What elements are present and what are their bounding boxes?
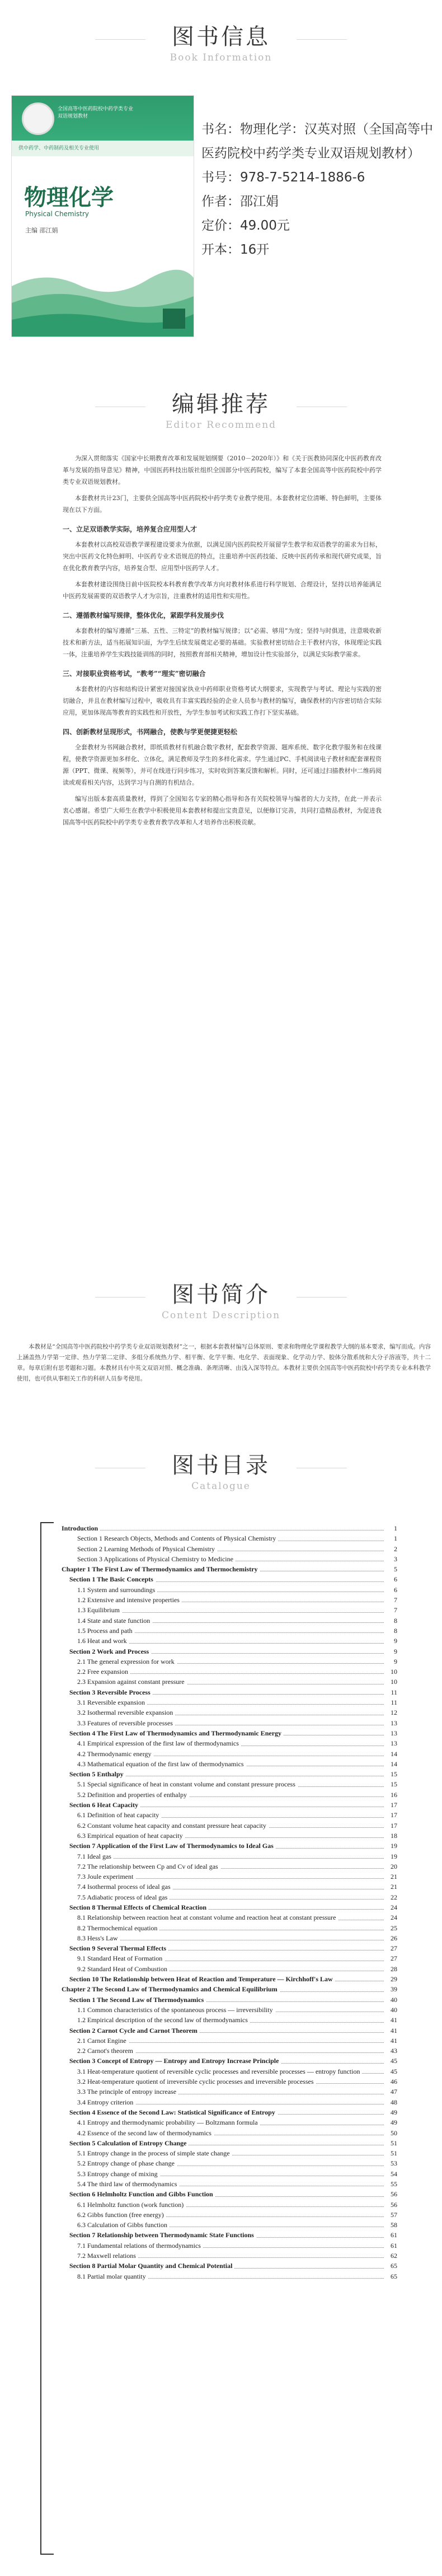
toc-label: 3.1 Heat-temperature quotient of reversible cyclic processes and reversible processes — entropy function <box>77 2066 362 2076</box>
toc-entry <box>62 1749 397 1759</box>
toc-page-number: 1 <box>386 1533 397 1543</box>
recommend-body <box>63 452 382 833</box>
toc-label: 4.1 Empirical expression of the first law of thermodynamics <box>77 1738 241 1748</box>
toc-label: 7.2 Maxwell relations <box>77 2251 138 2261</box>
toc-label: 8.3 Hess's Law <box>77 1933 120 1943</box>
toc-entry <box>62 2189 397 2199</box>
paragraph: 全套教材为书网融合教材，即纸质教材有机融合数字教材，配套教学资源、题库系统、数字化教学服务和在线课程，使教学资源更加多样化、立体化，满足教师及学生的多样化需求。学生通过PC、手机阅读电子教材和配套课程资源（PPT、微课、视频等），并可在线进行同步练习，实时收到答案反馈和解析。同时，还可通过扫描教材中二维码阅读或观看相关内容，达到学习与自测的有机结合。 <box>63 744 382 786</box>
toc-page-number: 58 <box>386 2220 397 2230</box>
cover-landscape-icon <box>12 247 194 337</box>
toc-entry <box>62 1851 397 1861</box>
toc-entry <box>62 1533 397 1543</box>
toc-entry <box>62 1759 397 1769</box>
toc-page-number: 6 <box>386 1574 397 1584</box>
toc-entry <box>62 1943 397 1953</box>
toc-label: 7.5 Adiabatic process of ideal gas <box>77 1892 170 1902</box>
toc-entry <box>62 1923 397 1933</box>
toc-label: Section 9 Several Thermal Effects <box>69 1943 168 1953</box>
toc-page-number: 13 <box>386 1738 397 1748</box>
toc-label: 3.3 Features of reversible processes <box>77 1718 175 1728</box>
paragraph: 本套教材的内容和结构设计紧密对接国家执业中药师职业资格考试大纲要求，实现教学与考试、理论与实践的密切融合，并且在教材编写过程中，吸收具有丰富实践经验的企业人员参与教材的编写，确保教材的内容密切结合实际应用，更加体现高等教育的实践性和开放性，为学生参加考试和实践工作打下坚实基础。 <box>63 685 382 716</box>
toc-label: 5.2 Entropy change of phase change <box>77 2158 177 2168</box>
toc-page-number: 10 <box>386 1677 397 1687</box>
toc-label: 7.1 Fundamental relations of thermodynamics <box>77 2241 203 2251</box>
toc-entry <box>62 1902 397 1912</box>
toc-label: Section 3 Applications of Physical Chemistry to Medicine <box>77 1554 236 1564</box>
toc-page-number: 27 <box>386 1943 397 1953</box>
toc-entry <box>62 2026 397 2036</box>
toc-entry <box>62 2230 397 2240</box>
toc-label: 6.3 Empirical equation of heat capacity <box>77 1831 185 1841</box>
toc-page-number: 3 <box>386 1554 397 1564</box>
toc-page-number: 51 <box>386 2148 397 2158</box>
toc-entry <box>62 1544 397 1554</box>
toc-label: Section 5 Calculation of Entropy Change <box>69 2138 189 2148</box>
toc-label: 4.2 Essence of the second law of thermodynamics <box>77 2128 214 2138</box>
toc-page-number: 61 <box>386 2241 397 2251</box>
toc-page-number: 7 <box>386 1595 397 1605</box>
section-header-intro <box>0 1277 442 1321</box>
section-header-catalogue <box>0 1448 442 1492</box>
toc-page-number: 15 <box>386 1769 397 1779</box>
toc-label: 6.1 Definition of heat capacity <box>77 1810 161 1820</box>
toc-entry <box>62 2271 397 2281</box>
toc-entry <box>62 2076 397 2087</box>
toc-page-number: 8 <box>386 1616 397 1626</box>
toc-page-number: 45 <box>386 2056 397 2066</box>
book-isbn: 书号：978-7-5214-1886-6 <box>201 170 365 185</box>
toc-entry <box>62 1595 397 1605</box>
toc-page-number: 57 <box>386 2210 397 2220</box>
toc-page-number: 9 <box>386 1656 397 1667</box>
intro-body: 本教材是“全国高等中医药院校中药学类专业双语规划教材”之一，根据本套教材编写总体原则、要求和物理化学课程教学大纲的基本要求，编写而成。内容上涵盖热力学第一定律、热力学第二定律、多组分系统热力学、相平衡、化学平衡、电化学、表面现象、化学动力学、胶体分散系统和大分子溶液等，共十二章。每章后附有思考题和习题。本教材具有中英文双语对照、概念准确、条理清晰、由浅入深等特点。本教材主要供全国高等中医药院校中药学类专业本科教学使用，也可供从事相关工作的科研人员参考使用。 <box>17 1343 431 1382</box>
section-title: 图书信息 <box>172 24 270 50</box>
toc-label: 7.1 Ideal gas <box>77 1851 114 1861</box>
toc-entry <box>62 1523 397 1533</box>
toc-page-number: 62 <box>386 2251 397 2261</box>
toc-entry <box>62 2169 397 2179</box>
toc-entry <box>62 1974 397 1984</box>
toc-page-number: 24 <box>386 1902 397 1912</box>
book-format: 开本：16开 <box>201 242 270 257</box>
section-subtitle: Editor Recommend <box>165 419 277 431</box>
toc-entry <box>62 1687 397 1697</box>
toc-label: 8.1 Partial molar quantity <box>77 2271 148 2281</box>
paragraph: 本套教材共计23门，主要供全国高等中医药院校中药学类专业教学使用。本套教材定位清晰、特色鲜明，主要体现在以下方面。 <box>63 494 382 514</box>
toc-label: 1.6 Heat and work <box>77 1636 129 1646</box>
cover-author: 主编 邵江娟 <box>25 227 58 234</box>
toc-page-number: 26 <box>386 1933 397 1943</box>
toc-page-number: 18 <box>386 1831 397 1841</box>
toc-entry <box>62 2015 397 2025</box>
toc-entry <box>62 1677 397 1687</box>
toc-label: Section 8 Partial Molar Quantity and Chemical Potential <box>69 2261 234 2271</box>
toc-label: 7.4 Isothermal process of ideal gas <box>77 1882 173 1892</box>
cover-subtitle: Physical Chemistry <box>25 210 90 218</box>
toc-page-number: 28 <box>386 1964 397 1974</box>
toc-label: Section 3 Reversible Process <box>69 1687 153 1697</box>
toc-page-number: 41 <box>386 2026 397 2036</box>
toc-label: Chapter 2 The Second Law of Thermodynamics and Chemical Equilibrium <box>62 1984 280 1994</box>
toc-label: 4.1 Entropy and thermodynamic probability — Boltzmann formula <box>77 2117 260 2127</box>
toc-entry <box>62 1646 397 1656</box>
toc-page-number: 6 <box>386 1585 397 1595</box>
toc-page-number: 10 <box>386 1667 397 1677</box>
toc-entry <box>62 2066 397 2076</box>
toc-entry <box>62 2107 397 2117</box>
toc-entry <box>62 1697 397 1707</box>
toc-label: 3.2 Heat-temperature quotient of irreversible cyclic processes and irreversible processes <box>77 2076 316 2087</box>
toc-entry <box>62 2056 397 2066</box>
toc-label: 2.1 The general expression for work <box>77 1656 177 1667</box>
toc-label: 3.2 Isothermal reversible expansion <box>77 1707 175 1718</box>
toc-entry <box>62 1882 397 1892</box>
toc-entry <box>62 2097 397 2107</box>
toc-page-number: 14 <box>386 1759 397 1769</box>
toc-label: 4.3 Mathematical equation of the first law of thermodynamics <box>77 1759 246 1769</box>
toc-label: 5.3 Entropy change of mixing <box>77 2169 160 2179</box>
toc-label: Section 6 Helmholtz Function and Gibbs Function <box>69 2189 215 2199</box>
toc-label: Section 7 Relationship between Thermodynamic State Functions <box>69 2230 256 2240</box>
toc-entry <box>62 1933 397 1943</box>
toc-page-number: 61 <box>386 2230 397 2240</box>
toc-label: Section 8 Thermal Effects of Chemical Reaction <box>69 1902 209 1912</box>
paragraph: 本套教材建设围绕目前中医院校本科教育教学改革方向对教材体系进行科学规划、合理设计，坚持以培养能满足中医药发展需要的双语教学人才为宗旨，注重教材的适用性和实用性。 <box>63 581 382 600</box>
paragraph: 编写出版本套高质量教材，得到了全国知名专家的精心指导和各有关院校领导与编者的大力支持，在此一并表示衷心感谢。希望广大师生在教学中积极使用本套教材和提出宝贵意见，以便修订完善，共同打造精品教材，为促进我国高等中医药院校中药学类专业教育教学改革和人才培养作出积极贡献。 <box>63 795 382 826</box>
toc-entry <box>62 1718 397 1728</box>
cover-band: 供中药学、中药制药及相关专业使用 <box>12 141 194 156</box>
toc-entry <box>62 2200 397 2210</box>
cover-title: 物理化学 <box>24 185 114 211</box>
toc-page-number: 24 <box>386 1912 397 1922</box>
toc-page-number: 8 <box>386 1626 397 1636</box>
toc-entry <box>62 1738 397 1748</box>
toc-entry <box>62 2251 397 2261</box>
book-metadata <box>201 118 436 262</box>
toc-page-number: 56 <box>386 2200 397 2210</box>
toc-entry <box>62 1790 397 1800</box>
toc-entry <box>62 1984 397 1994</box>
toc-page-number: 49 <box>386 2117 397 2127</box>
toc-label: 1.2 Empirical description of the second law of thermodynamics <box>77 2015 250 2025</box>
section-subtitle: Content Description <box>161 1310 281 1321</box>
toc-label: Section 5 Enthalpy <box>69 1769 126 1779</box>
toc-page-number: 22 <box>386 1892 397 1902</box>
cover-header <box>12 96 194 156</box>
toc-page-number: 9 <box>386 1636 397 1646</box>
toc-entry <box>62 1616 397 1626</box>
section-title: 编辑推荐 <box>172 391 270 417</box>
toc-page-number: 49 <box>386 2107 397 2117</box>
toc-page-number: 43 <box>386 2046 397 2056</box>
toc-entry <box>62 2179 397 2189</box>
cover-series-text: 全国高等中医药院校中药学类专业 双语规划教材 <box>58 106 134 119</box>
section-header-recommend <box>0 386 442 431</box>
book-price: 定价：49.00元 <box>201 218 290 233</box>
toc-page-number: 15 <box>386 1779 397 1789</box>
toc-page-number: 17 <box>386 1800 397 1810</box>
toc-page-number: 55 <box>386 2179 397 2189</box>
toc-entry <box>62 2210 397 2220</box>
toc-entry <box>62 1779 397 1789</box>
toc-label: 7.2 The relationship between Cp and Cv of ideal gas <box>77 1861 220 1872</box>
toc-page-number: 65 <box>386 2271 397 2281</box>
toc-label: Section 4 The First Law of Thermodynamics and Thermodynamic Energy <box>69 1728 284 1738</box>
toc-page-number: 40 <box>386 2005 397 2015</box>
toc-page-number: 13 <box>386 1728 397 1738</box>
toc-entry <box>62 2138 397 2148</box>
toc-page-number: 29 <box>386 1974 397 1984</box>
toc-label: 5.1 Entropy change in the process of simple state change <box>77 2148 232 2158</box>
toc-page-number: 11 <box>386 1687 397 1697</box>
toc-label: 2.3 Expansion against constant pressure <box>77 1677 187 1687</box>
toc-entry <box>62 2036 397 2046</box>
toc-entry <box>62 1953 397 1963</box>
toc-page-number: 19 <box>386 1851 397 1861</box>
toc-page-number: 17 <box>386 1821 397 1831</box>
toc-label: 5.4 The third law of thermodynamics <box>77 2179 179 2189</box>
toc-page-number: 5 <box>386 1564 397 1574</box>
toc-entry <box>62 1636 397 1646</box>
toc-entry <box>62 2241 397 2251</box>
toc-page-number: 14 <box>386 1749 397 1759</box>
toc-label: 1.4 State and state function <box>77 1616 152 1626</box>
toc-entry <box>62 1554 397 1564</box>
toc-page-number: 45 <box>386 2066 397 2076</box>
subheading: 二、遵循教材编写规律，整体优化，紧跟学科发展步伐 <box>63 612 224 619</box>
toc-entry <box>62 1564 397 1574</box>
toc-label: 9.1 Standard Heat of Formation <box>77 1953 164 1963</box>
section-subtitle: Book Information <box>170 52 272 63</box>
toc-page-number: 20 <box>386 1861 397 1872</box>
toc-entry <box>62 1831 397 1841</box>
toc-entry <box>62 1605 397 1615</box>
toc-label: 8.2 Thermochemical equation <box>77 1923 159 1933</box>
toc-label: 8.1 Relationship between reaction heat at constant volume and reaction heat at constant pressure <box>77 1912 338 1922</box>
toc-label: Section 1 Research Objects, Methods and Contents of Physical Chemistry <box>77 1533 278 1543</box>
toc-label: 2.2 Carnot's theorem <box>77 2046 135 2056</box>
toc-label: 6.2 Gibbs function (free energy) <box>77 2210 166 2220</box>
toc-page-number: 51 <box>386 2138 397 2148</box>
toc-label: Section 1 The Second Law of Thermodynamics <box>69 1995 206 2005</box>
toc-page-number: 47 <box>386 2087 397 2097</box>
toc-page-number: 11 <box>386 1697 397 1707</box>
paragraph: 为深入贯彻落实《国家中长期教育改革和发展规划纲要（2010－2020年）》和《关于医教协同深化中医药教育改革与发展的指导意见》精神，中国医药科技出版社组织全国部分中医药院校，编写了本套全国高等中医药院校中药学类专业双语规划教材。 <box>63 455 382 486</box>
toc-entry <box>62 2087 397 2097</box>
toc-entry <box>62 1656 397 1667</box>
toc-entry <box>62 1626 397 1636</box>
toc-entry <box>62 1872 397 1882</box>
toc-page-number: 25 <box>386 1923 397 1933</box>
toc-entry <box>62 1964 397 1974</box>
toc-entry <box>62 1841 397 1851</box>
toc-page-number: 1 <box>386 1523 397 1533</box>
toc-entry <box>62 1769 397 1779</box>
toc-entry <box>62 2158 397 2168</box>
toc-entry <box>62 1861 397 1872</box>
toc-label: 1.2 Extensive and intensive properties <box>77 1595 182 1605</box>
toc-entry <box>62 1995 397 2005</box>
toc-label: Section 6 Heat Capacity <box>69 1800 140 1810</box>
toc-page-number: 56 <box>386 2189 397 2199</box>
toc-entry <box>62 2148 397 2158</box>
section-subtitle: Catalogue <box>191 1481 251 1492</box>
toc-entry <box>62 1810 397 1820</box>
toc-page-number: 50 <box>386 2128 397 2138</box>
toc-entry <box>62 1728 397 1738</box>
book-title: 书名：物理化学：汉英对照（全国高等中医药院校中药学类专业双语规划教材） <box>201 122 433 161</box>
section-title: 图书简介 <box>172 1282 270 1308</box>
toc-entry <box>62 1821 397 1831</box>
toc-label: Section 1 The Basic Concepts <box>69 1574 156 1584</box>
toc-entry <box>62 2046 397 2056</box>
toc-page-number: 39 <box>386 1984 397 1994</box>
divider <box>95 1297 145 1298</box>
book-author: 作者：邵江娟 <box>201 194 279 209</box>
divider <box>95 39 145 40</box>
book-cover-image <box>11 95 194 337</box>
toc-label: 7.3 Joule experiment <box>77 1872 135 1882</box>
toc-label: 1.1 System and surroundings <box>77 1585 157 1595</box>
toc-page-number: 48 <box>386 2097 397 2107</box>
toc-label: Section 2 Learning Methods of Physical Chemistry <box>77 1544 217 1554</box>
toc-page-number: 53 <box>386 2158 397 2168</box>
section-header-book-info <box>0 19 442 63</box>
paragraph: 本套教材的编写遵循“三基、五性、三特定”的教材编写规律；以“必需、够用”为度；坚持与时俱进，注意吸收新技术和新方法，适当拓展知识面，为学生后续发展奠定必要的基础。实验教材密切结合主干教材内容，体现理论实践一体，注重培养学生实践技能训练的同时，按照教育部相关精神，增加设计性实验部分，以满足实际教学需求。 <box>63 627 382 658</box>
toc-label: 5.1 Special significance of heat in constant volume and constant pressure process <box>77 1779 298 1789</box>
toc-label: 6.2 Constant volume heat capacity and constant pressure heat capacity <box>77 1821 269 1831</box>
toc-entry <box>62 1892 397 1902</box>
toc-label: Section 7 Application of the First Law of Thermodynamics to Ideal Gas <box>69 1841 276 1851</box>
toc-page-number: 65 <box>386 2261 397 2271</box>
toc-label: 9.2 Standard Heat of Combustion <box>77 1964 170 1974</box>
toc-label: 1.1 Common characteristics of the spontaneous process — irreversibility <box>77 2005 275 2015</box>
toc-label: Section 4 Essence of the Second Law: Statistical Significance of Entropy <box>69 2107 278 2117</box>
toc-entry <box>62 1585 397 1595</box>
toc-page-number: 12 <box>386 1707 397 1718</box>
leader-dots <box>77 1858 384 1859</box>
toc-entry <box>62 1800 397 1810</box>
toc-label: Section 2 Work and Process <box>69 1646 151 1656</box>
toc-page-number: 46 <box>386 2076 397 2087</box>
toc-label: Introduction <box>62 1523 100 1533</box>
leader-dots <box>77 1612 384 1613</box>
toc-label: Section 10 The Relationship between Heat of Reaction and Temperature — Kirchhoff's Law <box>69 1974 335 1984</box>
publisher-logo-icon <box>22 102 54 135</box>
toc-label: 6.3 Calculation of Gibbs function <box>77 2220 170 2230</box>
toc-page-number: 2 <box>386 1544 397 1554</box>
divider <box>297 1297 347 1298</box>
toc-page-number: 21 <box>386 1872 397 1882</box>
toc-entry <box>62 2220 397 2230</box>
toc-page-number: 27 <box>386 1953 397 1963</box>
subheading: 一、立足双语教学实际，培养复合应用型人才 <box>63 525 198 533</box>
toc-page-number: 7 <box>386 1605 397 1615</box>
toc-page-number: 13 <box>386 1718 397 1728</box>
toc-page-number: 19 <box>386 1841 397 1851</box>
toc-label: 5.2 Definition and properties of enthalpy <box>77 1790 189 1800</box>
toc-entry <box>62 1574 397 1584</box>
subheading: 三、对接职业资格考试，“教考”“理实”密切融合 <box>63 670 206 678</box>
toc-label: 6.1 Helmholtz function (work function) <box>77 2200 186 2210</box>
table-of-contents <box>62 1523 397 2281</box>
toc-entry <box>62 1667 397 1677</box>
toc-page-number: 16 <box>386 1790 397 1800</box>
paragraph: 本套教材以高校双语教学课程建设要求为依据，以满足国内医药院校开展留学生教学和双语教学的需求为目标，突出中医药文化特色鲜明、中医药专业术语规范的特点，注重培养中医药技能、反映中医药传承和现代研究成果，旨在优化教育教学内容，培养复合型、应用型中医药学人才。 <box>63 541 382 572</box>
toc-page-number: 9 <box>386 1646 397 1656</box>
toc-entry <box>62 1707 397 1718</box>
toc-label: Section 2 Carnot Cycle and Carnot Theorem <box>69 2026 200 2036</box>
toc-label: 3.1 Reversible expansion <box>77 1697 147 1707</box>
toc-page-number: 41 <box>386 2015 397 2025</box>
toc-page-number: 40 <box>386 1995 397 2005</box>
toc-entry <box>62 2005 397 2015</box>
toc-page-number: 21 <box>386 1882 397 1892</box>
subheading: 四、创新教材呈现形式，书网融合，使教与学更便捷更轻松 <box>63 728 238 736</box>
toc-label: 3.3 The principle of entropy increase <box>77 2087 178 2097</box>
toc-label: Chapter 1 The First Law of Thermodynamics and Thermochemistry <box>62 1564 260 1574</box>
toc-page-number: 17 <box>386 1810 397 1820</box>
toc-label: 1.5 Process and path <box>77 1626 135 1636</box>
toc-page-number: 54 <box>386 2169 397 2179</box>
toc-label: Section 3 Concept of Entropy — Entropy and Entropy Increase Principle <box>69 2056 281 2066</box>
toc-entry <box>62 2117 397 2127</box>
toc-label: 4.2 Thermodynamic energy <box>77 1749 154 1759</box>
catalog-frame <box>40 1522 54 2555</box>
toc-label: 2.2 Free expansion <box>77 1667 130 1677</box>
toc-entry <box>62 2261 397 2271</box>
toc-entry <box>62 1912 397 1922</box>
divider <box>297 39 347 40</box>
section-title: 图书目录 <box>172 1453 270 1478</box>
toc-label: 3.4 Entropy criterion <box>77 2097 135 2107</box>
toc-entry <box>62 2128 397 2138</box>
toc-label: 1.3 Equilibrium <box>77 1605 122 1615</box>
toc-page-number: 41 <box>386 2036 397 2046</box>
toc-label: 2.1 Carnot Engine <box>77 2036 129 2046</box>
